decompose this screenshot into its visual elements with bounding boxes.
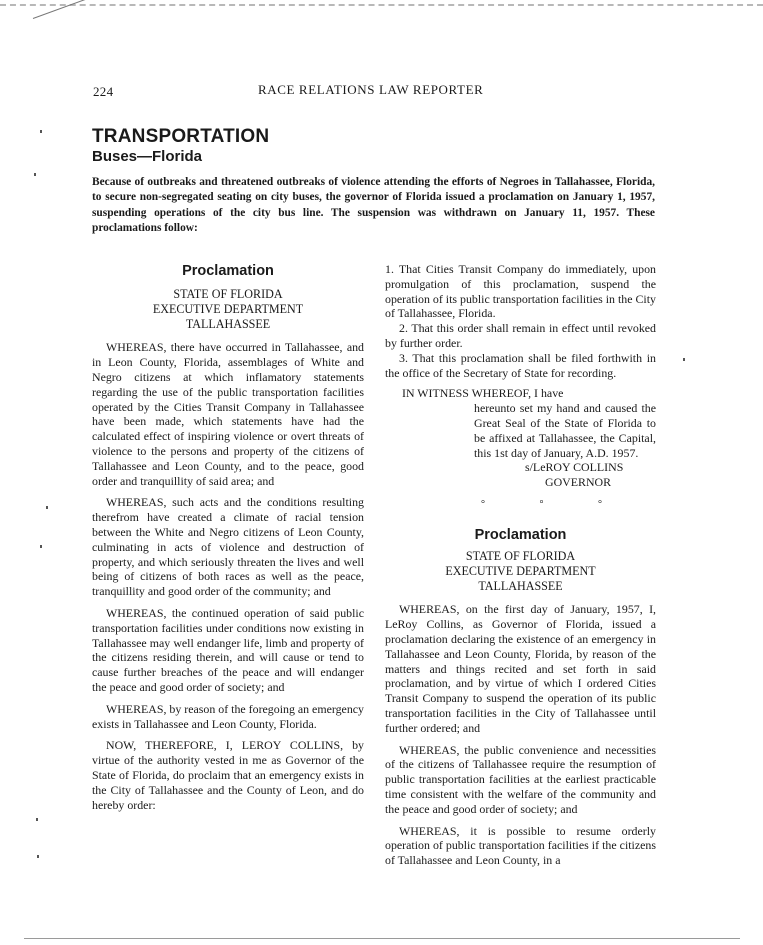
city-line: TALLAHASSEE xyxy=(185,316,271,331)
margin-speck xyxy=(683,358,685,361)
order-item-3: 3. That this proclamation shall be filed forthwith in the office of the Secretary of State for recording. xyxy=(385,350,656,380)
order-item-2: 2. That this order shall remain in effect until revoked by further order. xyxy=(385,321,656,350)
state-line: STATE OF FLORIDA xyxy=(173,287,283,301)
now-therefore-paragraph: NOW, THEREFORE, I, LEROY COLLINS, by virtue of the authority vested in me as Governor of the State of Florida, do proclaim that an emergency exists in the City of Tallahassee and the County of Leon, and do hereby order: xyxy=(92,738,364,812)
proclamation-heading: Proclamation xyxy=(474,526,567,543)
signature: s/LeROY COLLINS xyxy=(525,460,624,475)
city-line: TALLAHASSEE xyxy=(478,578,563,593)
proclamation-heading: Proclamation xyxy=(182,263,274,279)
scan-top-edge xyxy=(0,4,763,6)
margin-speck xyxy=(36,818,38,821)
margin-speck xyxy=(40,545,42,548)
whereas-paragraph: WHEREAS, the continued operation of said public transportation facilities under conditions now existing in Tallahassee may well endanger life, limb and property of the citizens residing therein, and will cause or tend to cause further breaches of the peace and will endanger the peace and good order of society; and xyxy=(92,605,364,694)
page-number: 224 xyxy=(93,84,114,99)
whereas-paragraph: WHEREAS, there have occurred in Tallahassee, and in Leon County, Florida, assemblages of White and Negro citizens at which inflamatory statements regarding the use of the public transportation facilities operated by the Cities Transit Company in Tallahassee have been made, which statements have had the calculated effect of inspiring violence or overt threats of violence to the persons and property of the citizens of Tallahassee and Leon County, and to the peace, good order and tranquillity of said area; and xyxy=(92,340,364,488)
running-head: RACE RELATIONS LAW REPORTER xyxy=(258,82,484,97)
order-item-1: 1. That Cities Transit Company do immediately, upon promulgation of this proclamation, suspend the operation of its public transportation facilities in the City of Tallahassee, Florida. xyxy=(385,262,656,321)
governor-title: GOVERNOR xyxy=(545,475,612,490)
margin-speck xyxy=(34,173,36,176)
margin-speck xyxy=(46,506,48,509)
witness-intro: IN WITNESS WHEREOF, I have xyxy=(402,386,564,401)
margin-speck xyxy=(40,130,42,133)
state-line: STATE OF FLORIDA xyxy=(465,548,576,563)
whereas-paragraph: WHEREAS, it is possible to resume orderly operation of public transportation facilities if the citizens of Tallahassee and Leon County, in a xyxy=(385,823,656,868)
headnote: Because of outbreaks and threatened outbreaks of violence attending the efforts of Negroes in Tallahassee, Florida, to secure non-segregated seating on city buses, the governor of Florida issued a proclamation on January 1, 1957, suspending operations of the city bus line. The suspension was withdrawn on January 11, 1957. These proclamations follow: xyxy=(92,176,655,235)
section-title: TRANSPORTATION xyxy=(92,126,270,147)
whereas-paragraph: WHEREAS, on the first day of January, 1957, I, LeRoy Collins, as Governor of Florida, issued a proclamation declaring the existence of an emergency in Tallahassee and Leon County, Florida, by reason of the matters and things recited and set forth in said proclamation, and by virtue of which I ordered Cities Transit Company to suspend the operation of its public transportation facilities in the City of Tallahassee until further ordered; and xyxy=(385,602,656,735)
witness-body: hereunto set my hand and caused the Great Seal of the State of Florida to be affixed at Tallahassee, the Capital, this 1st day of January, A.D. 1957. xyxy=(474,401,656,460)
left-column xyxy=(92,262,364,812)
department-line: EXECUTIVE DEPARTMENT xyxy=(445,563,596,578)
section-subtitle: Buses—Florida xyxy=(92,148,203,165)
department-line: EXECUTIVE DEPARTMENT xyxy=(152,301,304,316)
scan-bottom-edge xyxy=(24,938,740,939)
whereas-paragraph: WHEREAS, such acts and the conditions resulting therefrom have created a climate of racial tension between the White and Negro citizens of Leon County, culminating in acts of violence and destruction of property, and which seriously threaten the lives and well being of citizens of both races as well as the peace, tranquillity and good order of the community; and xyxy=(92,495,364,599)
stray-pencil-mark xyxy=(33,0,88,19)
section-ornament: ° ° ° xyxy=(481,498,628,510)
margin-speck xyxy=(37,855,39,858)
right-column xyxy=(385,262,656,868)
whereas-paragraph: WHEREAS, by reason of the foregoing an emergency exists in Tallahassee and Leon County, Florida. xyxy=(92,701,364,731)
whereas-paragraph: WHEREAS, the public convenience and necessities of the citizens of Tallahassee require the resumption of public transportation facilities at the earliest practicable time consistent with the welfare of the community and the peace and good order of society; and xyxy=(385,742,656,816)
